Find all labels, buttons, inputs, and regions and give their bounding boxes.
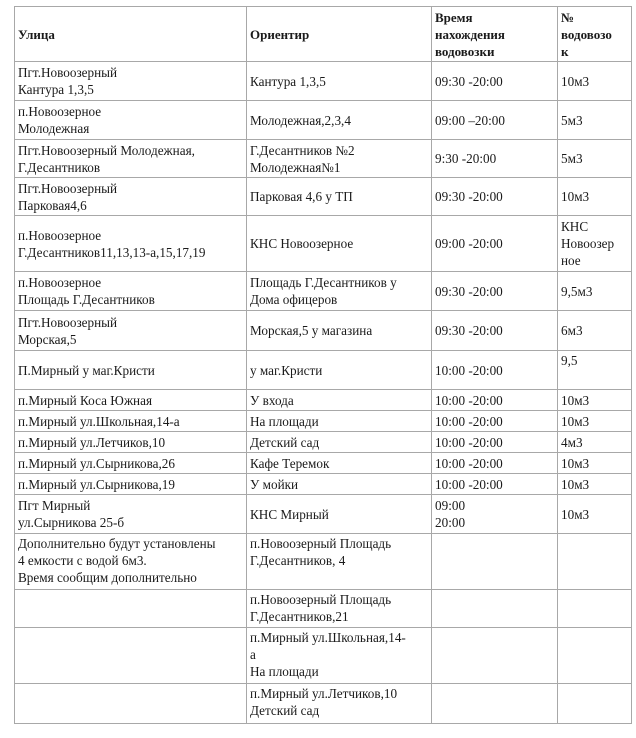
time-cell: 09:00 -20:00 (432, 216, 558, 272)
landmark-cell: Парковая 4,6 у ТП (247, 178, 432, 216)
extra-location-cell: п.Новоозерный Площадь Г.Десантников,21 (247, 590, 432, 628)
water-schedule-table (14, 6, 632, 724)
number-cell: 6м3 (558, 311, 632, 351)
landmark-cell: Площадь Г.Десантников у Дома офицеров (247, 272, 432, 311)
street-cell: п.Мирный ул.Сырникова,19 (15, 474, 247, 495)
table-row (15, 411, 632, 432)
street-cell: П.Мирный у маг.Кристи (15, 351, 247, 390)
table-row (15, 432, 632, 453)
empty-cell (432, 590, 558, 628)
landmark-cell: у маг.Кристи (247, 351, 432, 390)
empty-cell (15, 684, 247, 724)
table-row (15, 178, 632, 216)
landmark-cell: КНС Новоозерное (247, 216, 432, 272)
empty-cell (558, 590, 632, 628)
street-cell: Пгт Мирный ул.Сырникова 25-б (15, 495, 247, 534)
extra-note-cell: Дополнительно будут установлены 4 емкости с водой 6м3. Время сообщим дополнительно (15, 534, 247, 590)
street-cell: Пгт.Новоозерный Парковая4,6 (15, 178, 247, 216)
number-cell: 10м3 (558, 411, 632, 432)
time-cell: 09:00 20:00 (432, 495, 558, 534)
time-cell: 10:00 -20:00 (432, 432, 558, 453)
number-cell: 10м3 (558, 495, 632, 534)
number-cell: 9,5 (558, 351, 632, 390)
number-cell: 10м3 (558, 178, 632, 216)
landmark-cell: У входа (247, 390, 432, 411)
street-cell: п.Новоозерное Г.Десантников11,13,13-а,15,17,19 (15, 216, 247, 272)
table-row (15, 351, 632, 390)
header-landmark: Ориентир (247, 7, 432, 62)
number-cell: 10м3 (558, 474, 632, 495)
street-cell: п.Мирный ул.Школьная,14-а (15, 411, 247, 432)
time-cell: 09:30 -20:00 (432, 62, 558, 101)
number-cell: 9,5м3 (558, 272, 632, 311)
landmark-cell: Морская,5 у магазина (247, 311, 432, 351)
table-body (15, 62, 632, 724)
table-row (15, 216, 632, 272)
table-row (15, 101, 632, 140)
time-cell: 09:30 -20:00 (432, 272, 558, 311)
street-cell: п.Новоозерное Молодежная (15, 101, 247, 140)
table-row (15, 140, 632, 178)
header-row (15, 7, 632, 62)
table-row (15, 390, 632, 411)
header-time: Время нахождения водовозки (432, 7, 558, 62)
table-row (15, 272, 632, 311)
time-cell: 10:00 -20:00 (432, 453, 558, 474)
table-row (15, 495, 632, 534)
number-cell: 10м3 (558, 453, 632, 474)
time-cell: 09:30 -20:00 (432, 178, 558, 216)
empty-cell (15, 590, 247, 628)
landmark-cell: Молодежная,2,3,4 (247, 101, 432, 140)
number-cell: 5м3 (558, 101, 632, 140)
extra-row (15, 684, 632, 724)
table-row (15, 311, 632, 351)
landmark-cell: Детский сад (247, 432, 432, 453)
number-cell: 10м3 (558, 62, 632, 101)
table-row (15, 453, 632, 474)
landmark-cell: Г.Десантников №2 Молодежная№1 (247, 140, 432, 178)
street-cell: Пгт.Новоозерный Морская,5 (15, 311, 247, 351)
extra-location-cell: п.Мирный ул.Летчиков,10 Детский сад (247, 684, 432, 724)
street-cell: п.Мирный Коса Южная (15, 390, 247, 411)
empty-cell (432, 628, 558, 684)
street-cell: п.Мирный ул.Сырникова,26 (15, 453, 247, 474)
number-cell: 4м3 (558, 432, 632, 453)
empty-cell (432, 534, 558, 590)
extra-location-cell: п.Мирный ул.Школьная,14- а На площади (247, 628, 432, 684)
time-cell: 09:00 –20:00 (432, 101, 558, 140)
extra-row (15, 534, 632, 590)
header-street: Улица (15, 7, 247, 62)
landmark-cell: КНС Мирный (247, 495, 432, 534)
landmark-cell: Кантура 1,3,5 (247, 62, 432, 101)
landmark-cell: На площади (247, 411, 432, 432)
number-cell: 10м3 (558, 390, 632, 411)
empty-cell (432, 684, 558, 724)
street-cell: п.Новоозерное Площадь Г.Десантников (15, 272, 247, 311)
time-cell: 10:00 -20:00 (432, 390, 558, 411)
empty-cell (558, 628, 632, 684)
extra-row (15, 590, 632, 628)
empty-cell (15, 628, 247, 684)
number-cell: 5м3 (558, 140, 632, 178)
extra-row (15, 628, 632, 684)
time-cell: 10:00 -20:00 (432, 411, 558, 432)
landmark-cell: У мойки (247, 474, 432, 495)
table-row (15, 62, 632, 101)
time-cell: 10:00 -20:00 (432, 474, 558, 495)
header-number: № водовозо к (558, 7, 632, 62)
extra-location-cell: п.Новоозерный Площадь Г.Десантников, 4 (247, 534, 432, 590)
table-row (15, 474, 632, 495)
empty-cell (558, 684, 632, 724)
number-cell: КНС Новоозер ное (558, 216, 632, 272)
street-cell: Пгт.Новоозерный Молодежная, Г.Десантников (15, 140, 247, 178)
time-cell: 09:30 -20:00 (432, 311, 558, 351)
time-cell: 10:00 -20:00 (432, 351, 558, 390)
landmark-cell: Кафе Теремок (247, 453, 432, 474)
street-cell: Пгт.Новоозерный Кантура 1,3,5 (15, 62, 247, 101)
empty-cell (558, 534, 632, 590)
street-cell: п.Мирный ул.Летчиков,10 (15, 432, 247, 453)
time-cell: 9:30 -20:00 (432, 140, 558, 178)
